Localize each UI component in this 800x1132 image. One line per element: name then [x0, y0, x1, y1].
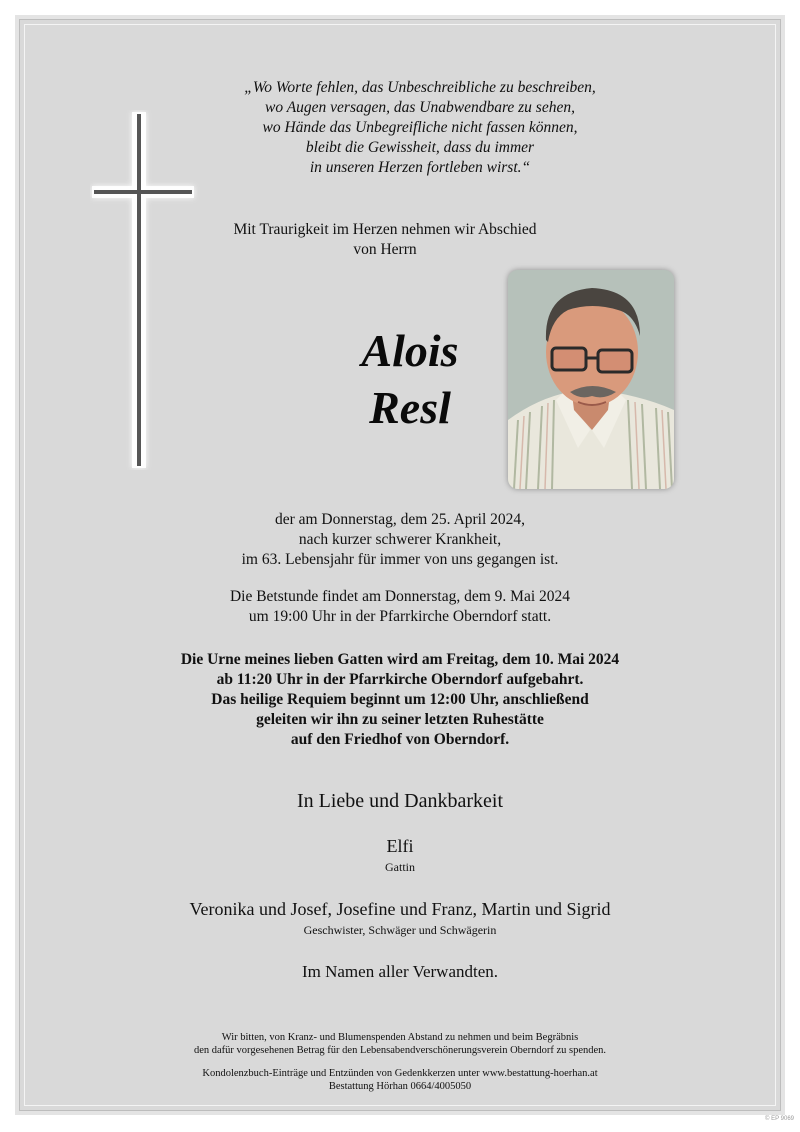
closing-line: In Liebe und Dankbarkeit [296, 790, 504, 812]
contact-info [140, 1067, 660, 1093]
prayer-hour [140, 587, 660, 627]
contact-line: Bestattung Hörhan 0664/4005050 [328, 1081, 472, 1092]
quote-line: wo Hände das Unbegreifliche nicht fassen können, [262, 119, 578, 136]
print-stamp: © EP 9069 [765, 1116, 794, 1122]
funeral-line: auf den Friedhof von Oberndorf. [290, 731, 510, 748]
obituary-card [19, 19, 781, 1111]
death-notice-line: der am Donnerstag, dem 25. April 2024, [274, 511, 526, 528]
notice-line: den dafür vorgesehenen Betrag für den Lebensabendverschönerungsverein Oberndorf zu spenden. [193, 1045, 607, 1056]
intro-line: Mit Traurigkeit im Herzen nehmen wir Abschied [233, 221, 537, 238]
prayer-hour-line: um 19:00 Uhr in der Pfarrkirche Oberndorf statt. [248, 608, 552, 625]
deceased-last-name: Resl [369, 382, 451, 433]
notice-line: Wir bitten, von Kranz- und Blumenspenden Abstand zu nehmen und beim Begräbnis [221, 1032, 579, 1043]
intro-line: von Herrn [353, 241, 417, 258]
funeral-line: ab 11:20 Uhr in der Pfarrkirche Oberndorf aufgebahrt. [216, 671, 584, 688]
memorial-quote [120, 78, 720, 178]
mourner-relation: Gattin [385, 860, 415, 874]
quote-line: in unseren Herzen fortleben wirst.“ [309, 159, 531, 176]
mourner-name: Veronika und Josef, Josefine und Franz, Martin und Sigrid [189, 899, 611, 919]
donation-notice [140, 1031, 660, 1057]
portrait-photo [508, 270, 674, 489]
death-notice [140, 510, 660, 570]
funeral-line: geleiten wir ihn zu seiner letzten Ruhestätte [256, 711, 544, 728]
quote-line: „Wo Worte fehlen, das Unbeschreibliche zu beschreiben, [244, 79, 596, 96]
prayer-hour-line: Die Betstunde findet am Donnerstag, dem 9. Mai 2024 [229, 588, 571, 605]
relatives-line: Im Namen aller Verwandten. [301, 962, 499, 981]
mourner-relation: Geschwister, Schwäger und Schwägerin [303, 923, 497, 937]
mourner-name: Elfi [386, 836, 414, 856]
funeral-details [130, 650, 670, 750]
funeral-line: Das heilige Requiem beginnt um 12:00 Uhr, anschließend [211, 691, 589, 708]
funeral-line: Die Urne meines lieben Gatten wird am Freitag, dem 10. Mai 2024 [180, 651, 620, 668]
death-notice-line: nach kurzer schwerer Krankheit, [298, 531, 502, 548]
contact-line: Kondolenzbuch-Einträge und Entzünden von Gedenkkerzen unter www.bestattung-hoerhan.at [202, 1068, 598, 1079]
deceased-first-name: Alois [361, 325, 459, 376]
portrait-illustration [508, 270, 674, 489]
death-notice-line: im 63. Lebensjahr für immer von uns gegangen ist. [241, 551, 559, 568]
quote-line: wo Augen versagen, das Unabwendbare zu sehen, [265, 99, 575, 116]
intro-text [150, 220, 620, 260]
quote-line: bleibt die Gewissheit, dass du immer [305, 139, 535, 156]
